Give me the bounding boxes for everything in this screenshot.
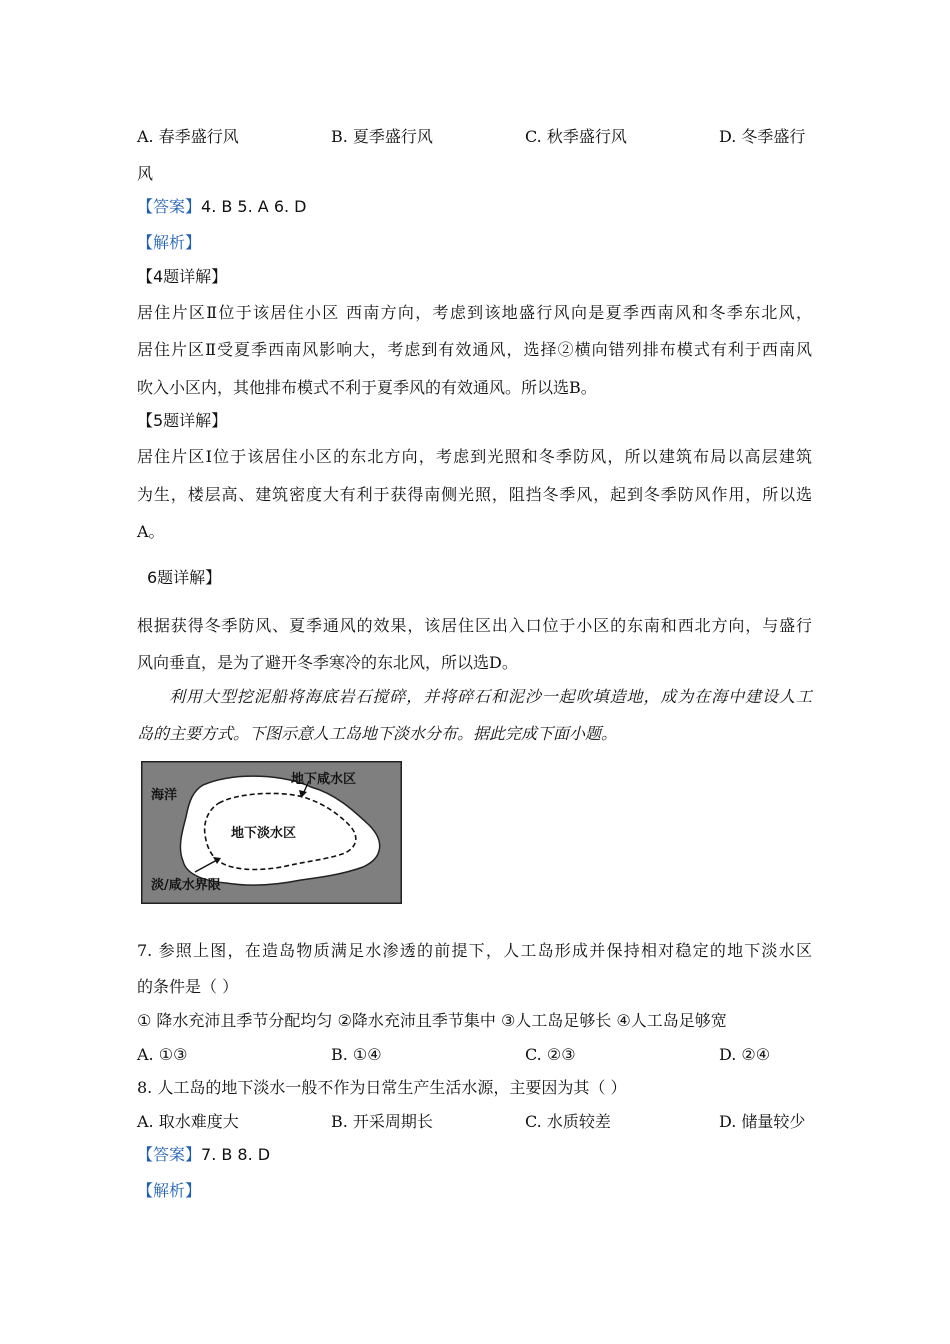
label-salt-water: 地下咸水区 <box>291 772 357 787</box>
q7-stem-line-2: 的条件是（ ） <box>137 977 239 996</box>
q8-option-b: B. 开采周期长 <box>331 1112 433 1131</box>
q4-line-1: 居住片区Ⅱ位于该居住小区 西南方向，考虑到该地盛行风向是夏季西南风和冬季东北风， <box>137 303 812 322</box>
q7-option-a: A. ①③ <box>137 1045 188 1064</box>
label-fresh-water: 地下淡水区 <box>231 826 297 841</box>
q8-stem: 8. 人工岛的地下淡水一般不作为日常生产生活水源，主要因为其（ ） <box>137 1078 627 1097</box>
answer-line-2 <box>137 1144 270 1166</box>
q6-option-a: A. 春季盛行风 <box>137 127 239 146</box>
q4-heading: 【4题详解】 <box>137 267 228 286</box>
passage-line-1: 利用大型挖泥船将海底岩石搅碎，并将碎石和泥沙一起吹填造地，成为在海中建设人工 <box>169 687 812 706</box>
answer-tag-2: 【答案】 <box>137 1145 202 1164</box>
analysis-tag-2: 【解析】 <box>137 1181 202 1200</box>
label-sea: 海洋 <box>151 788 178 803</box>
q7-option-b: B. ①④ <box>331 1045 382 1064</box>
q7-option-c: C. ②③ <box>525 1045 576 1064</box>
q5-line-1: 居住片区Ⅰ位于该居住小区的东北方向，考虑到光照和冬季防风，所以建筑布局以高层建筑 <box>137 447 812 466</box>
q6-option-d-continued: 风 <box>137 164 154 183</box>
q5-heading: 【5题详解】 <box>137 411 228 430</box>
q8-option-a: A. 取水难度大 <box>137 1112 239 1131</box>
passage-line-2: 岛的主要方式。下图示意人工岛地下淡水分布。据此完成下面小题。 <box>137 724 618 743</box>
q8-option-c: C. 水质较差 <box>525 1112 611 1131</box>
q6-option-b: B. 夏季盛行风 <box>331 127 433 146</box>
answer-text: 4. B 5. A 6. D <box>201 197 307 216</box>
artificial-island-figure <box>141 761 402 904</box>
q8-option-d: D. 储量较少 <box>719 1112 806 1131</box>
q6-line-2: 风向垂直，是为了避开冬季寒冷的东北风，所以选D。 <box>137 653 518 672</box>
q6-heading: 6题详解】 <box>147 568 222 587</box>
q5-line-3: A。 <box>137 522 165 541</box>
q6-line-1: 根据获得冬季防风、夏季通风的效果，该居住区出入口位于小区的东南和西北方向，与盛行 <box>137 616 812 635</box>
q6-option-c: C. 秋季盛行风 <box>525 127 627 146</box>
answer-text-2: 7. B 8. D <box>201 1145 271 1164</box>
answer-tag: 【答案】 <box>137 197 202 216</box>
q4-line-2: 居住片区Ⅱ受夏季西南风影响大，考虑到有效通风，选择②横向错列排布模式有利于西南风 <box>137 340 812 359</box>
q6-option-d: D. 冬季盛行 <box>719 127 806 146</box>
q7-stem-line-1: 7. 参照上图，在造岛物质满足水渗透的前提下，人工岛形成并保持相对稳定的地下淡水区 <box>137 941 812 960</box>
q7-items: ① 降水充沛且季节分配均匀 ②降水充沛且季节集中 ③人工岛足够长 ④人工岛足够宽 <box>137 1011 727 1030</box>
q5-line-2: 为生，楼层高、建筑密度大有利于获得南侧光照，阻挡冬季风，起到冬季防风作用，所以选 <box>137 485 812 504</box>
label-boundary: 淡/咸水界限 <box>151 878 221 893</box>
q4-line-3: 吹入小区内，其他排布模式不利于夏季风的有效通风。所以选B。 <box>137 378 597 397</box>
answer-line-1 <box>137 196 306 218</box>
analysis-tag-1: 【解析】 <box>137 233 202 252</box>
q7-option-d: D. ②④ <box>719 1045 771 1064</box>
